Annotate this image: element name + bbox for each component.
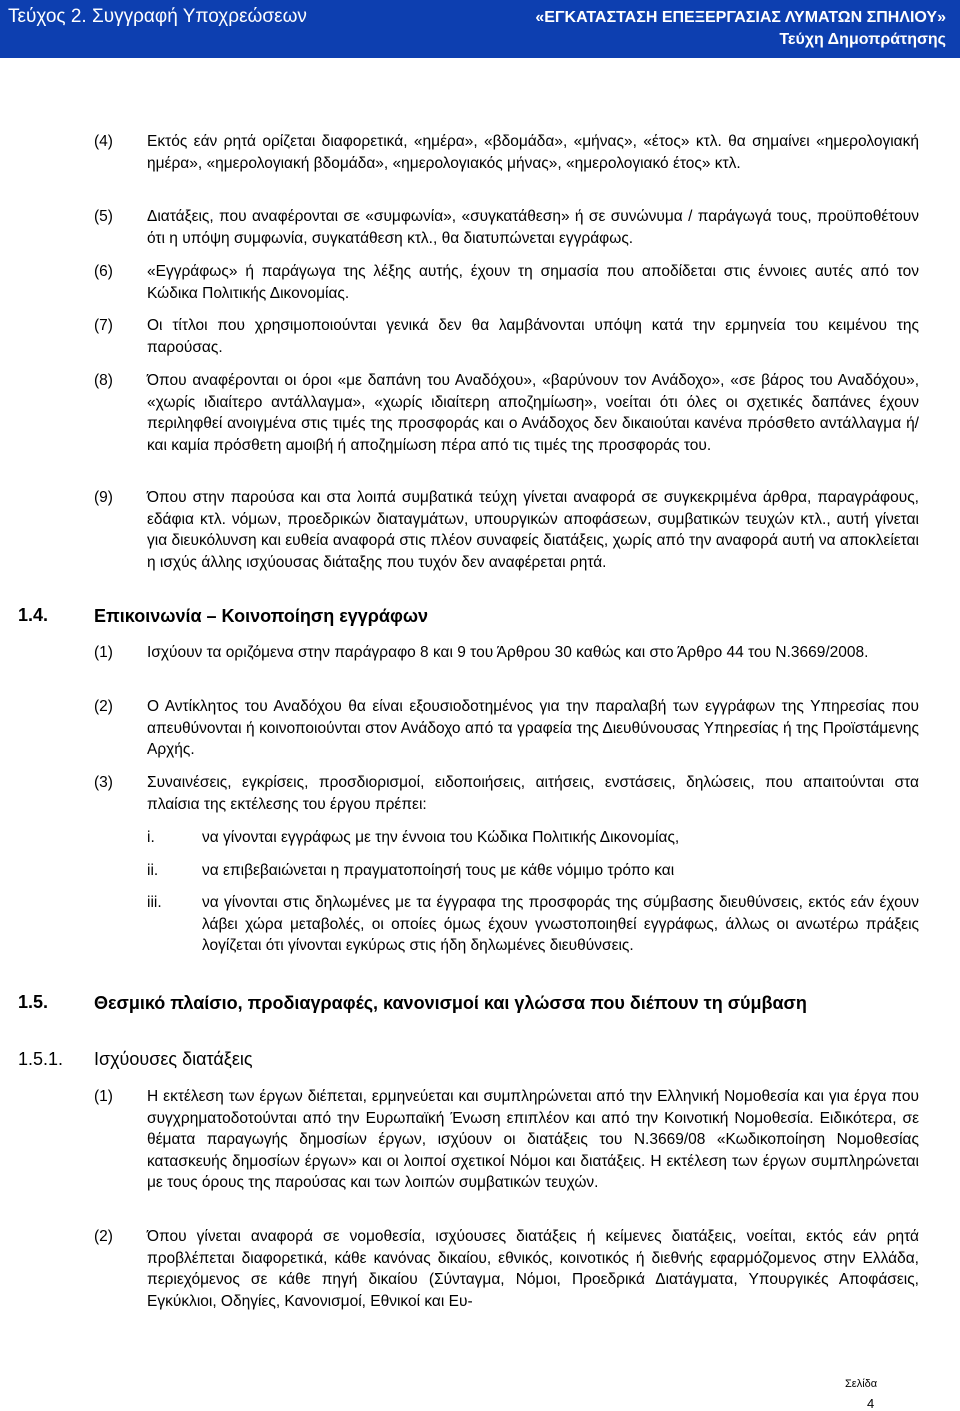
item-number: (5) bbox=[94, 208, 113, 225]
section-number: 1.5. bbox=[18, 992, 49, 1012]
paragraph: να γίνονται εγγράφως με την έννοια του Κώδικα Πολιτικής Δικονομίας, bbox=[202, 829, 680, 846]
item-number: (4) bbox=[94, 133, 113, 150]
paragraph: Εκτός εάν ρητά ορίζεται διαφορετικά, «ημέρα», «βδομάδα», «μήνας», «έτος» κτλ. θα σημαίνει «ημερολογιακή ημέρα», «ημερολογιακή βδομάδα», «ημερολογιακός μήνας», «ημερολογιακό έτος» κτλ. bbox=[147, 133, 919, 172]
page-label: Σελίδα bbox=[845, 1378, 878, 1390]
document-part-title: Τεύχος 2. Συγγραφή Υποχρεώσεων bbox=[8, 6, 307, 27]
document-set-title: Τεύχη Δημοπράτησης bbox=[779, 31, 946, 48]
paragraph: Όπου αναφέρονται οι όροι «με δαπάνη του Αναδόχου», «βαρύνουν τον Ανάδοχο», «σε βάρος του Αναδόχου», «χωρίς ιδιαίτερο αντάλλαγμα», «χωρίς ιδιαίτερη αποζημίωση», νοείται ότι όλες οι σχετικές δαπάνες έχουν περιληφθεί ανοιγμένα στις τιμές της προσφοράς και ο Ανάδοχος δεν δικαιούται κανένα πρόσθετο αντάλλαγμα ή/ και καμία πρόσθετη αμοιβή ή αποζημίωση πέρα από τις τιμές της προσφοράς του. bbox=[147, 372, 919, 454]
paragraph: «Εγγράφως» ή παράγωγα της λέξης αυτής, έχουν τη σημασία που αποδίδεται στις έννοιες αυτές από τον Κώδικα Πολιτικής Δικονομίας. bbox=[147, 263, 919, 302]
item-number: (3) bbox=[94, 774, 113, 791]
subitem-number: iii. bbox=[147, 894, 162, 911]
item-number: (1) bbox=[94, 644, 113, 661]
paragraph: να επιβεβαιώνεται η πραγματοποίησή τους με κάθε νόμιμο τρόπο και bbox=[202, 862, 675, 879]
item-number: (9) bbox=[94, 489, 113, 506]
paragraph: Οι τίτλοι που χρησιμοποιούνται γενικά δεν θα λαμβάνονται υπόψη κατά την ερμηνεία του κειμένου της παρούσας. bbox=[147, 317, 919, 356]
paragraph: Όπου γίνεται αναφορά σε νομοθεσία, ισχύουσες διατάξεις ή κείμενες διατάξεις, νοείται, εκτός εάν ρητά προβλέπεται διαφορετικά, κάθε κανόνας δικαίου, εθνικός, κοινοτικός ή διεθνής εφαρμόζομενος στην Ελλάδα, περιεχόμενος σε κάθε πηγή δικαίου (Σύνταγμα, Νόμοι, Προεδρικά Διατάγματα, Υπουργικές Αποφάσεις, Εγκύκλιοι, Οδηγίες, Κανονισμοί, Εθνικοί και Ευ- bbox=[147, 1228, 919, 1310]
paragraph: Ο Αντίκλητος του Αναδόχου θα είναι εξουσιοδοτημένος για την παραλαβή των εγγράφων της Υπηρεσίας που απευθύνονται ή κοινοποιούνται στον Ανάδοχο από τα γραφεία της Διευθύνουσας Υπηρεσίας ή της Προϊστάμενης Αρχής. bbox=[147, 698, 919, 758]
project-title-block bbox=[535, 7, 946, 51]
item-number: (2) bbox=[94, 698, 113, 715]
paragraph: Η εκτέλεση των έργων διέπεται, ερμηνεύεται και συμπληρώνεται από την Ελληνική Νομοθεσία και για έργα που συγχρηματοδοτούνται από την Ευρωπαϊκή Ένωση επιπλέον και από την Κοινοτική Νομοθεσία. Ειδικότερα, σε θέματα παραγωγής δημοσίων έργων, ισχύουν οι διατάξεις του Ν.3669/08 «Κωδικοποίηση Νομοθεσίας κατασκευής δημοσίων έργων» και οι λοιποί σχετικοί Νόμοι και διατάξεις. Η εκτέλεση των έργων συμπληρώνεται με τους όρους της παρούσας και των λοιπών συμβατικών τευχών. bbox=[147, 1088, 919, 1191]
page-number: 4 bbox=[867, 1396, 875, 1411]
paragraph: Ισχύουν τα οριζόμενα στην παράγραφο 8 και 9 του Άρθρου 30 καθώς και στο Άρθρο 44 του Ν.3669/2008. bbox=[147, 644, 869, 661]
page-header bbox=[0, 0, 960, 58]
section-title: Θεσμικό πλαίσιο, προδιαγραφές, κανονισμοί και γλώσσα που διέπουν τη σύμβαση bbox=[94, 993, 807, 1013]
item-number: (6) bbox=[94, 263, 113, 280]
item-number: (7) bbox=[94, 317, 113, 334]
paragraph: να γίνονται στις δηλωμένες με τα έγγραφα της προσφοράς της σύμβασης διευθύνσεις, εκτός εάν έχουν λάβει χώρα μεταβολές, οι οποίες όμως έχουν γνωστοποιηθεί εγγράφως, άλλως οι ανωτέρω πράξεις λογίζεται ότι γίνονται εγκύρως στις ήδη δηλωμένες διευθύνσεις. bbox=[202, 894, 919, 954]
project-title: «ΕΓΚΑΤΑΣΤΑΣΗ ΕΠΕΞΕΡΓΑΣΙΑΣ ΛΥΜΑΤΩΝ ΣΠΗΛΙΟΥ» bbox=[535, 9, 946, 26]
paragraph: Όπου στην παρούσα και στα λοιπά συμβατικά τεύχη γίνεται αναφορά σε συγκεκριμένα άρθρα, παραγράφους, εδάφια κτλ. νόμων, προεδρικών διαταγμάτων, υπουργικών αποφάσεων, συμβατικών τευχών κτλ., αυτή γίνεται για διευκόλυνση και ευθεία αναφορά στις πλέον συναφείς διατάξεις, χωρίς από την αναφορά αυτή να αποκλείεται η ισχύς άλλης ισχύουσας διάταξης που τυχόν δεν αναφέρεται ρητά. bbox=[147, 489, 919, 571]
section-number: 1.4. bbox=[18, 605, 49, 625]
section-title: Επικοινωνία – Κοινοποίηση εγγράφων bbox=[94, 606, 429, 626]
subitem-number: ii. bbox=[147, 862, 159, 879]
item-number: (1) bbox=[94, 1088, 113, 1105]
paragraph: Διατάξεις, που αναφέρονται σε «συμφωνία», «συγκατάθεση» ή σε συνώνυμα / παράγωγά τους, προϋποθέτουν ότι η υπόψη συμφωνία, συγκατάθεση κτλ., θα διατυπώνεται εγγράφως. bbox=[147, 208, 919, 247]
subsection-number: 1.5.1. bbox=[18, 1049, 64, 1069]
subitem-number: i. bbox=[147, 829, 155, 846]
paragraph: Συναινέσεις, εγκρίσεις, προσδιορισμοί, ειδοποιήσεις, αιτήσεις, ενστάσεις, δηλώσεις, που απαιτούνται στα πλαίσια της εκτέλεσης του έργου πρέπει: bbox=[147, 774, 919, 813]
item-number: (8) bbox=[94, 372, 113, 389]
item-number: (2) bbox=[94, 1228, 113, 1245]
subsection-title: Ισχύουσες διατάξεις bbox=[94, 1049, 253, 1069]
